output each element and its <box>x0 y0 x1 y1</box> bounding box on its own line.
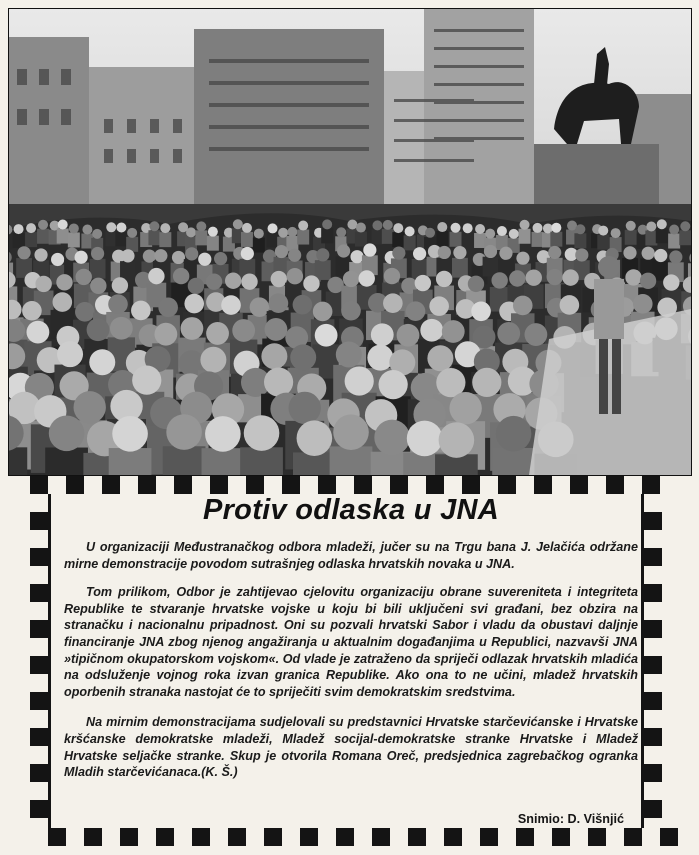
frame-block <box>660 828 678 846</box>
building-left <box>9 37 89 217</box>
frame-block <box>644 692 662 710</box>
photo-credit: Snimio: D. Višnjić <box>517 812 624 826</box>
frame-block <box>644 548 662 566</box>
article-headline: Protiv odlaska u JNA <box>202 494 500 526</box>
frame-block <box>30 728 48 746</box>
standing-man <box>594 279 624 339</box>
frame-block <box>644 800 662 818</box>
frame-block <box>30 548 48 566</box>
lead-paragraph: U organizaciji Međustranačkog odbora mladeži, jučer su na Trgu bana J. Jelačića održane mirne demonstracije povodom sutrašnjeg odlaska hrvatskih novaka u JNA. <box>64 540 638 571</box>
news-photo <box>8 8 692 476</box>
frame-block <box>644 620 662 638</box>
building-center <box>194 29 384 219</box>
frame-block <box>30 800 48 818</box>
paragraph-participants: Na mirnim demonstracijama sudjelovali su predstavnici Hrvatske starčevićanske i Hrvatske kršćanske demokratske mladeži, Mladež socijal-demokratske stranke Hrvatske i Mladež Hrvatske seljačke stranke. Skup je otvorila Romana Oreč, predsjednica zagrebačkog ogranka Mladih starčevićanaca.(K. Š.) <box>64 715 638 780</box>
frame-block <box>30 512 48 530</box>
frame-block <box>644 728 662 746</box>
paragraph-demands: Tom prilikom, Odbor je zahtijevao cjelovitu organizaciju obrane suvereniteta i integriteta Republike te stvaranje hrvatske vojske u koju bi bili uključeni svi građani, bez obzira na stranačku i nacionalnu pripadnost. Oni su pozvali hrvatski Sabor i vladu da obustavi daljnje financiranje JNA zbog njenog angažiranja u aktualnim događanjima u Republici, nazvavši JNA »tipičnom okupatorskom vojskom«. Od vlade je zatraženo da spriječi odlazak hrvatskih mladića na odsluženje vojnog roka izvan granica Republike. Ako ona to ne učini, mladež hrvatskih oporbenih stranaka nastojat će to spriječiti svim demokratskim sredstvima. <box>64 585 638 699</box>
crowd-photo-icon <box>9 9 691 475</box>
frame-block <box>644 656 662 674</box>
frame-block <box>641 494 644 828</box>
article-body <box>64 480 638 840</box>
building-tower <box>424 9 534 209</box>
frame-block <box>30 656 48 674</box>
frame-block <box>644 584 662 602</box>
frame-block <box>30 764 48 782</box>
frame-block <box>644 512 662 530</box>
frame-block <box>644 764 662 782</box>
frame-block <box>30 692 48 710</box>
frame-block <box>30 584 48 602</box>
monument-pedestal <box>534 144 659 214</box>
frame-block <box>30 476 48 494</box>
frame-block <box>48 494 51 828</box>
frame-block <box>642 476 660 494</box>
frame-block <box>30 620 48 638</box>
